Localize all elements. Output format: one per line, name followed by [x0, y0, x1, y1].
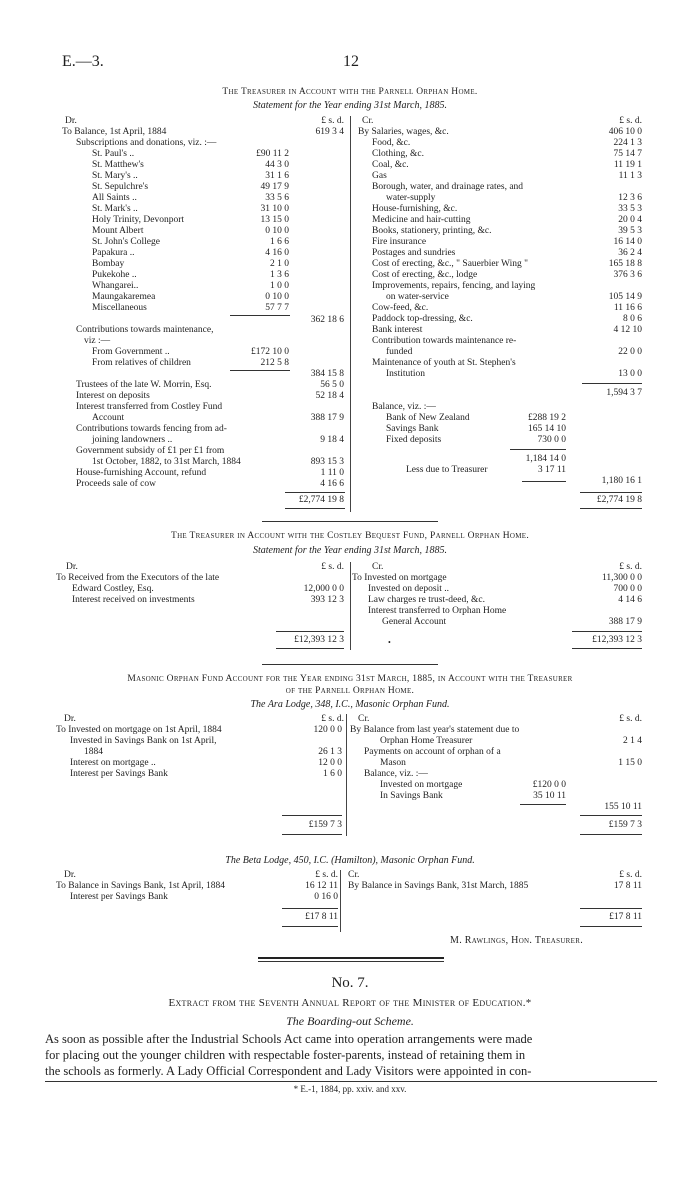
s1-left-amount: 4 16 6 [320, 479, 344, 489]
s3-right-sub-rule [520, 804, 566, 805]
s1-left-line: Interest transferred from Costley Fund [76, 402, 223, 412]
s1-right-amount: 11 16 6 [613, 303, 642, 313]
s1-left-line: St. Mark's .. [92, 204, 138, 214]
s1-right-amount: 33 5 3 [618, 204, 642, 214]
s1-balance-rule [510, 449, 566, 450]
s1-balance-amount: £288 19 2 [528, 413, 566, 423]
s1-right-amount: 22 0 0 [618, 347, 642, 357]
s1-right-line: Food, &c. [372, 138, 411, 148]
section3-title: Masonic Orphan Fund Account for the Year ending 31st March, 1885, in Account with the Treasurer [127, 674, 573, 684]
s1-left-line: St. Matthew's [92, 160, 144, 170]
s4-cr-label: Cr. [348, 870, 360, 880]
s1-balance-item: Fixed deposits [386, 435, 442, 445]
s1-lsd-right: £ s. d. [619, 116, 642, 126]
s1-right-line: Postages and sundries [372, 248, 456, 258]
s2-right-line: Law charges re trust-deed, &c. [368, 595, 485, 605]
s1-left-line: Mount Albert [92, 226, 144, 236]
section3-title-cont: of the Parnell Orphan Home. [285, 686, 415, 696]
s2-right-total-underline [572, 648, 642, 649]
s1-right-line: Improvements, repairs, fencing, and laying [372, 281, 536, 291]
s1-right-line: Maintenance of youth at St. Stephen's [372, 358, 516, 368]
s2-divider [350, 562, 351, 650]
s3-left-line: Interest per Savings Bank [70, 769, 168, 779]
s2-right-amount: 11,300 0 0 [601, 573, 642, 583]
s4-left-amount: 0 16 0 [314, 892, 338, 902]
s2-left-total: £12,393 12 3 [294, 635, 344, 645]
s3-right-line: Invested on mortgage [380, 780, 463, 790]
s3-dr-label: Dr. [64, 714, 76, 724]
s1-left-line: Miscellaneous [92, 303, 147, 313]
s3-lsd-right: £ s. d. [619, 714, 642, 724]
s2-left-total-rule [276, 631, 344, 632]
s1-less-amount: 3 17 11 [537, 465, 566, 475]
s4-lsd-right: £ s. d. [619, 870, 642, 880]
section1-title: The Treasurer in Account with the Parnell Orphan Home. [222, 87, 478, 97]
s1-left-amount: 9 18 4 [320, 435, 344, 445]
s2-right-total-rule [572, 631, 642, 632]
s1-left-line: Bombay [92, 259, 125, 269]
s2-end-rule [262, 664, 438, 665]
s1-left-line: Maungakaremea [92, 292, 156, 302]
s1-left-line: Trustees of the late W. Morrin, Esq. [76, 380, 212, 390]
s2-right-line: Interest transferred to Orphan Home [368, 606, 507, 616]
s1-balance-amount: 730 0 0 [537, 435, 566, 445]
s1-right-amount: 4 12 10 [613, 325, 642, 335]
s1-right-amount: 224 1 3 [613, 138, 642, 148]
s1-sub-amount: 1 0 0 [270, 281, 289, 291]
s1-sub-amount: 4 16 0 [265, 248, 289, 258]
s1-sub-amount: 1 3 6 [270, 270, 289, 280]
s1-left-amount: 384 15 8 [310, 369, 344, 379]
section3-subtitle: The Ara Lodge, 348, I.C., Masonic Orphan Fund. [250, 699, 450, 710]
s1-left-line: From relatives of children [92, 358, 191, 368]
s1-left-line: Whangarei.. [92, 281, 139, 291]
no7-line: for placing out the younger children with respectable foster-parents, instead of retaining them in [45, 1048, 526, 1062]
s1-right-amount: 406 10 0 [608, 127, 642, 137]
s1-right-line: Gas [372, 171, 387, 181]
s4-left-amount: 16 12 11 [305, 881, 338, 891]
s4-lsd-left: £ s. d. [315, 870, 338, 880]
s3-right-amount: 1 15 0 [618, 758, 642, 768]
s4-dr-label: Dr. [64, 870, 76, 880]
s3-divider [346, 714, 347, 836]
s1-right-line: Coal, &c. [372, 160, 409, 170]
s1-left-line: St. Sepulchre's [92, 182, 149, 192]
s1-right-line: on water-service [386, 292, 449, 302]
s2-left-line: Interest received on investments [72, 595, 195, 605]
s1-right-line: Books, stationery, printing, &c. [372, 226, 492, 236]
s3-left-line: Invested in Savings Bank on 1st April, [70, 736, 217, 746]
s1-sub-amount: 33 5 6 [265, 193, 289, 203]
s1-maint-amount: 212 5 8 [260, 358, 289, 368]
s1-left-total-rule [285, 492, 345, 493]
s1-right-line: Fire insurance [372, 237, 427, 247]
s1-left-line: Contributions towards maintenance, [76, 325, 214, 335]
s4-left-total-underline [282, 926, 338, 927]
s1-right-amount: 13 0 0 [618, 369, 642, 379]
s1-right-amount: 36 2 4 [618, 248, 642, 258]
s1-right-amount: 12 3 6 [618, 193, 642, 203]
s1-left-line: Account [92, 413, 125, 423]
s3-right-sub: 35 10 11 [533, 791, 566, 801]
s3-left-amount: 1 6 0 [323, 769, 342, 779]
s3-left-total-rule [282, 815, 342, 816]
s2-dr-label: Dr. [66, 562, 78, 572]
s1-sub-amount: 0 10 0 [265, 226, 289, 236]
s1-right-line: water-supply [386, 193, 436, 203]
s1-dr-label: Dr. [65, 116, 77, 126]
s1-left-line: All Saints .. [92, 193, 137, 203]
s1-left-line: joining landowners .. [92, 435, 173, 445]
s3-right-line: Payments on account of orphan of a [364, 747, 501, 757]
s1-left-line: viz :— [84, 336, 111, 346]
s1-right-total: £2,774 19 8 [596, 495, 642, 505]
s1-left-line: 1st October, 1882, to 31st March, 1884 [92, 457, 241, 467]
page-number: 12 [343, 53, 359, 70]
s1-sub-amount: 44 3 0 [265, 160, 289, 170]
s3-right-line: Orphan Home Treasurer [380, 736, 473, 746]
s1-right-total-underline [580, 508, 642, 509]
s3-right-line: Balance, viz. :— [364, 769, 428, 779]
s1-left-line: Proceeds sale of cow [76, 479, 156, 489]
s3-right-line: In Savings Bank [380, 791, 443, 801]
s1-right-line: Institution [386, 369, 426, 379]
s1-left-amount: 56 5 0 [320, 380, 344, 390]
s1-divider [350, 116, 351, 512]
s1-right-line: Paddock top-dressing, &c. [372, 314, 473, 324]
s1-right-amount: 75 14 7 [613, 149, 642, 159]
s1-right-line: Cost of erecting, &c., lodge [372, 270, 478, 280]
s1-end-rule [262, 521, 438, 522]
s1-right-line: funded [386, 347, 413, 357]
s3-right-total-rule [580, 815, 642, 816]
s1-sub-amount: 13 15 0 [260, 215, 289, 225]
s2-left-line: To Received from the Executors of the late [56, 573, 220, 583]
s1-left-amount: 619 3 4 [315, 127, 344, 137]
s2-dot-mark: • [388, 638, 391, 647]
treasurer-signature: M. Rawlings, Hon. Treasurer. [450, 935, 583, 946]
s1-left-line: Subscriptions and donations, viz. :— [76, 138, 217, 148]
no7-heading: No. 7. [331, 975, 369, 991]
s1-less-rule [522, 481, 566, 482]
s3-left-amount: 120 0 0 [313, 725, 342, 735]
s1-left-amount: 362 18 6 [310, 315, 344, 325]
page-code: E.—3. [62, 53, 104, 70]
section-divider-thick [258, 957, 444, 959]
footnote-rule [45, 1081, 657, 1082]
s1-right-line: House-furnishing, &c. [372, 204, 458, 214]
s1-left-amount: 388 17 9 [310, 413, 344, 423]
s2-right-amount: 700 0 0 [613, 584, 642, 594]
s1-sub-amount: 2 1 0 [270, 259, 289, 269]
s3-right-amount: 2 1 4 [623, 736, 642, 746]
section2-title: The Treasurer in Account with the Costley Bequest Fund, Parnell Orphan Home. [170, 531, 530, 541]
s1-left-line: To Balance, 1st April, 1884 [62, 127, 167, 137]
s1-right-total-rule [580, 492, 642, 493]
section2-subtitle: Statement for the Year ending 31st March, 1885. [253, 545, 447, 556]
s4-left-line: To Balance in Savings Bank, 1st April, 1884 [56, 881, 226, 891]
s3-lsd-left: £ s. d. [321, 714, 344, 724]
s1-sub-amount: 31 1 6 [265, 171, 289, 181]
s4-left-total: £17 8 11 [305, 912, 338, 922]
s1-balance-label: Balance, viz. :— [372, 402, 436, 412]
s3-left-total-underline [282, 834, 342, 835]
s3-right-line: Mason [380, 758, 406, 768]
s4-right-total: £17 8 11 [609, 912, 642, 922]
s4-right-amount: 17 8 11 [613, 881, 642, 891]
s1-right-amount: 16 14 0 [613, 237, 642, 247]
s1-sub-amount: 49 17 9 [260, 182, 289, 192]
s1-right-line: Cow-feed, &c. [372, 303, 429, 313]
s3-right-total-underline [580, 834, 642, 835]
s1-cr-label: Cr. [362, 116, 374, 126]
s1-left-line: Interest on deposits [76, 391, 150, 401]
s3-right-total: £159 7 3 [608, 820, 642, 830]
s1-balance-sum: 1,184 14 0 [525, 454, 566, 464]
s1-left-line: Papakura .. [92, 248, 135, 258]
s2-right-line: To Invested on mortgage [352, 573, 447, 583]
no7-line: As soon as possible after the Industrial Schools Act came into operation arrangements were made [45, 1032, 533, 1046]
s1-right-line: By Salaries, wages, &c. [358, 127, 449, 137]
s1-balance-amount: 165 14 10 [528, 424, 566, 434]
s1-right-sub-rule [582, 383, 642, 384]
s1-maint-amount: £172 10 0 [251, 347, 289, 357]
s1-left-line: Pukekohe .. [92, 270, 137, 280]
s1-left-amount: 893 15 3 [310, 457, 344, 467]
section-divider-thin [258, 961, 444, 962]
s1-left-line: House-furnishing Account, refund [76, 468, 207, 478]
s1-left-total-underline [285, 508, 345, 509]
s2-right-line: Invested on deposit .. [368, 584, 450, 594]
s3-right-net: 155 10 11 [604, 802, 642, 812]
s1-sub-amount: £90 11 2 [256, 149, 289, 159]
no7-subtitle: The Boarding-out Scheme. [286, 1014, 414, 1028]
s1-balance-item: Savings Bank [386, 424, 439, 434]
s1-left-line: St. Mary's .. [92, 171, 138, 181]
s3-left-line: 1884 [84, 747, 103, 757]
s1-sub-amount: 57 7 7 [265, 303, 289, 313]
section1-subtitle: Statement for the Year ending 31st March, 1885. [253, 100, 447, 111]
s4-right-total-rule [580, 908, 642, 909]
s1-right-amount: 11 19 1 [613, 160, 642, 170]
s1-right-line: Borough, water, and drainage rates, and [372, 182, 524, 192]
s2-lsd-left: £ s. d. [321, 562, 344, 572]
s1-sub-amount: 31 10 0 [260, 204, 289, 214]
s1-left-amount: 1 11 0 [320, 468, 344, 478]
s1-right-line: Medicine and hair-cutting [372, 215, 471, 225]
s2-right-amount: 4 14 6 [618, 595, 642, 605]
s1-balance-item: Bank of New Zealand [386, 413, 470, 423]
no7-title: Extract from the Seventh Annual Report of the Minister of Education.* [168, 997, 532, 1009]
s1-balance-net: 1,180 16 1 [601, 476, 642, 486]
s2-right-line: General Account [382, 617, 447, 627]
s1-right-amount: 20 0 4 [618, 215, 642, 225]
s2-left-total-underline [276, 648, 344, 649]
s4-divider [340, 870, 341, 932]
s1-right-amount: 11 1 3 [618, 171, 642, 181]
s1-right-amount: 8 0 6 [623, 314, 642, 324]
section4-subtitle: The Beta Lodge, 450, I.C. (Hamilton), Masonic Orphan Fund. [225, 855, 475, 866]
s1-left-line: Holy Trinity, Devonport [92, 215, 185, 225]
s1-right-amount: 376 3 6 [613, 270, 642, 280]
s1-left-amount: 52 18 4 [315, 391, 344, 401]
s1-left-total: £2,774 19 8 [298, 495, 344, 505]
s1-right-line: Cost of erecting, &c., " Sauerbier Wing " [372, 259, 528, 269]
s3-cr-label: Cr. [358, 714, 370, 724]
s2-left-amount: 393 12 3 [310, 595, 344, 605]
s1-right-amount: 39 5 3 [618, 226, 642, 236]
s1-left-line: From Government .. [92, 347, 170, 357]
s2-cr-label: Cr. [372, 562, 384, 572]
s4-left-line: Interest per Savings Bank [70, 892, 168, 902]
s1-less-label: Less due to Treasurer [406, 465, 488, 475]
s2-lsd-right: £ s. d. [619, 562, 642, 572]
s1-right-line: Bank interest [372, 325, 423, 335]
s1-left-line: St. John's College [92, 237, 160, 247]
s1-left-line: Contributions towards fencing from ad- [76, 424, 227, 434]
s1-left-line: Government subsidy of £1 per £1 from [76, 446, 225, 456]
s3-right-line: By Balance from last year's statement due to [350, 725, 520, 735]
s3-left-amount: 26 1 3 [318, 747, 342, 757]
s1-right-amount: 105 14 9 [608, 292, 642, 302]
s1-right-subtotal: 1,594 3 7 [606, 388, 642, 398]
s2-right-total: £12,393 12 3 [592, 635, 642, 645]
s3-left-total: £159 7 3 [308, 820, 342, 830]
s3-right-sub: £120 0 0 [532, 780, 566, 790]
no7-line: the schools as formerly. A Lady Official Correspondent and Lady Visitors were appointed in con- [45, 1064, 532, 1078]
s2-right-amount: 388 17 9 [608, 617, 642, 627]
s4-right-line: By Balance in Savings Bank, 31st March, 1885 [348, 881, 529, 891]
footnote: * E.-1, 1884, pp. xxiv. and xxv. [293, 1084, 407, 1094]
s1-right-line: Contribution towards maintenance re- [372, 336, 517, 346]
s3-left-line: Interest on mortgage .. [70, 758, 156, 768]
s1-sub-amount: 0 10 0 [265, 292, 289, 302]
s2-left-line: Edward Costley, Esq. [72, 584, 154, 594]
s1-lsd-left: £ s. d. [321, 116, 344, 126]
s3-left-amount: 12 0 0 [318, 758, 342, 768]
s1-right-amount: 165 18 8 [608, 259, 642, 269]
s4-left-total-rule [282, 908, 338, 909]
s1-right-line: Clothing, &c. [372, 149, 424, 159]
s3-left-line: To Invested on mortgage on 1st April, 1884 [56, 725, 222, 735]
s1-sub-amount: 1 6 6 [270, 237, 289, 247]
s1-left-line: St. Paul's .. [92, 149, 135, 159]
s4-right-total-underline [580, 926, 642, 927]
s2-left-amount: 12,000 0 0 [303, 584, 344, 594]
